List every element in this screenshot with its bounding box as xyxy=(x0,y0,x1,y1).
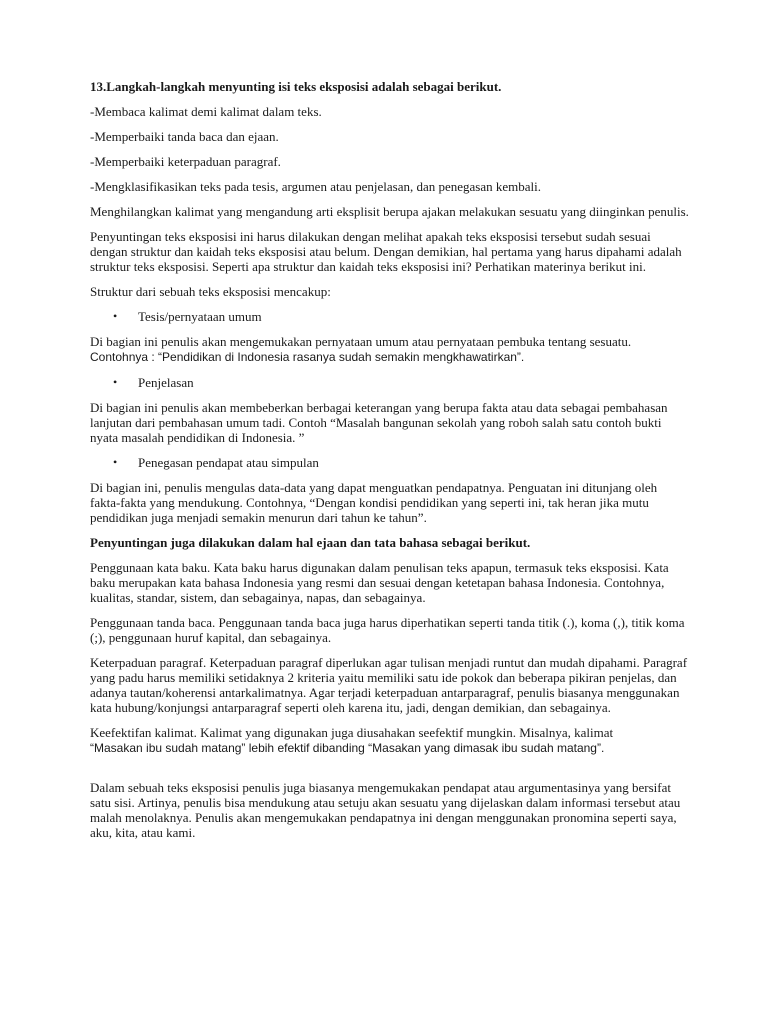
bullet-item-penegasan xyxy=(90,455,690,470)
bullet-icon: • xyxy=(113,309,118,323)
bullet-label: Tesis/pernyataan umum xyxy=(138,309,262,324)
document-page xyxy=(90,79,690,850)
paragraph-keefektifan xyxy=(90,725,690,756)
paragraph-penyuntingan: Penyuntingan teks eksposisi ini harus dilakukan dengan melihat apakah teks eksposisi tersebut sudah sesuai dengan struktur dan kaidah teks eksposisi atau belum. Dengan demikian, hal pertama yang harus dipahami adalah struktur teks eksposisi. Seperti apa struktur dan kaidah teks eksposisi ini? Perhatikan materinya berikut ini. xyxy=(90,229,682,274)
paragraph-keefektifan-line1: Keefektifan kalimat. Kalimat yang digunakan juga diusahakan seefektif mungkin. Misalnya, kalimat xyxy=(90,725,614,740)
paragraph-penegasan: Di bagian ini, penulis mengulas data-data yang dapat menguatkan pendapatnya. Penguatan ini ditunjang oleh fakta-fakta yang mendukung. Contohnya, “Dengan kondisi pendidikan yang seperti ini, tak heran jika mutu pendidikan juga menjadi semakin menurun dari tahun ke tahun”. xyxy=(90,480,658,525)
bullet-item-tesis xyxy=(90,309,690,324)
step-item: -Mengklasifikasikan teks pada tesis, argumen atau penjelasan, dan penegasan kembali. xyxy=(90,179,542,194)
paragraph-menghilangkan: Menghilangkan kalimat yang mengandung arti eksplisit berupa ajakan melakukan sesuatu yang diinginkan penulis. xyxy=(90,204,689,219)
bullet-icon: • xyxy=(113,375,118,389)
step-item: -Memperbaiki keterpaduan paragraf. xyxy=(90,154,281,169)
bullet-label: Penjelasan xyxy=(138,375,194,390)
paragraph-kata-baku: Penggunaan kata baku. Kata baku harus digunakan dalam penulisan teks apapun, termasuk teks eksposisi. Kata baku merupakan kata bahasa Indonesia yang resmi dan sesuai dengan ketetapan bahasa Indonesia. Contohnya, kualitas, standar, sistem, dan sebagainya, napas, dan sebagainya. xyxy=(90,560,669,605)
heading-langkah-menyunting: 13.Langkah-langkah menyunting isi teks eksposisi adalah sebagai berikut. xyxy=(90,79,502,94)
step-item: -Membaca kalimat demi kalimat dalam teks. xyxy=(90,104,322,119)
paragraph-struktur-intro: Struktur dari sebuah teks eksposisi mencakup: xyxy=(90,284,331,299)
paragraph-penutup: Dalam sebuah teks eksposisi penulis juga biasanya mengemukakan pendapat atau argumentasinya yang bersifat satu sisi. Artinya, penulis bisa mendukung atau setuju akan sesuatu yang dijelaskan dalam informasi tersebut atau malah menolaknya. Penulis akan mengemukakan pendapatnya ini dengan menggunakan pronomina seperti saya, aku, kita, atau kami. xyxy=(90,780,681,840)
paragraph-tesis xyxy=(90,334,690,365)
paragraph-keterpaduan: Keterpaduan paragraf. Keterpaduan paragraf diperlukan agar tulisan menjadi runtut dan mudah dipahami. Paragraf yang padu harus memiliki setidaknya 2 kriteria yaitu memiliki satu ide pokok dan beberapa pikiran penjelas, dan adanya tautan/koherensi antarkalimatnya. Agar terjadi keterpaduan antarparagraf, penulis biasanya menggunakan kata hubung/konjungsi antarparagraf seperti oleh karena itu, jadi, dengan demikian, dan sebagainya. xyxy=(90,655,688,715)
paragraph-keefektifan-example: “Masakan ibu sudah matang” lebih efektif dibanding “Masakan yang dimasak ibu sudah matang”. xyxy=(90,741,605,755)
heading-ejaan-tata-bahasa: Penyuntingan juga dilakukan dalam hal ejaan dan tata bahasa sebagai berikut. xyxy=(90,535,531,550)
paragraph-tesis-example: Contohnya : “Pendidikan di Indonesia rasanya sudah semakin mengkhawatirkan”. xyxy=(90,350,525,364)
paragraph-tanda-baca: Penggunaan tanda baca. Penggunaan tanda baca juga harus diperhatikan seperti tanda titik (.), koma (,), titik koma (;), penggunaan huruf kapital, dan sebagainya. xyxy=(90,615,685,645)
step-item: -Memperbaiki tanda baca dan ejaan. xyxy=(90,129,279,144)
paragraph-tesis-desc: Di bagian ini penulis akan mengemukakan pernyataan umum atau pernyataan pembuka tentang sesuatu. xyxy=(90,334,632,349)
bullet-icon: • xyxy=(113,455,118,469)
paragraph-penjelasan: Di bagian ini penulis akan membeberkan berbagai keterangan yang berupa fakta atau data sebagai pembahasan lanjutan dari pembahasan umum tadi. Contoh “Masalah bangunan sekolah yang roboh salah satu contoh bukti nyata masalah pendidikan di Indonesia. ” xyxy=(90,400,668,445)
bullet-item-penjelasan xyxy=(90,375,690,390)
spacer xyxy=(90,766,690,780)
bullet-label: Penegasan pendapat atau simpulan xyxy=(138,455,319,470)
